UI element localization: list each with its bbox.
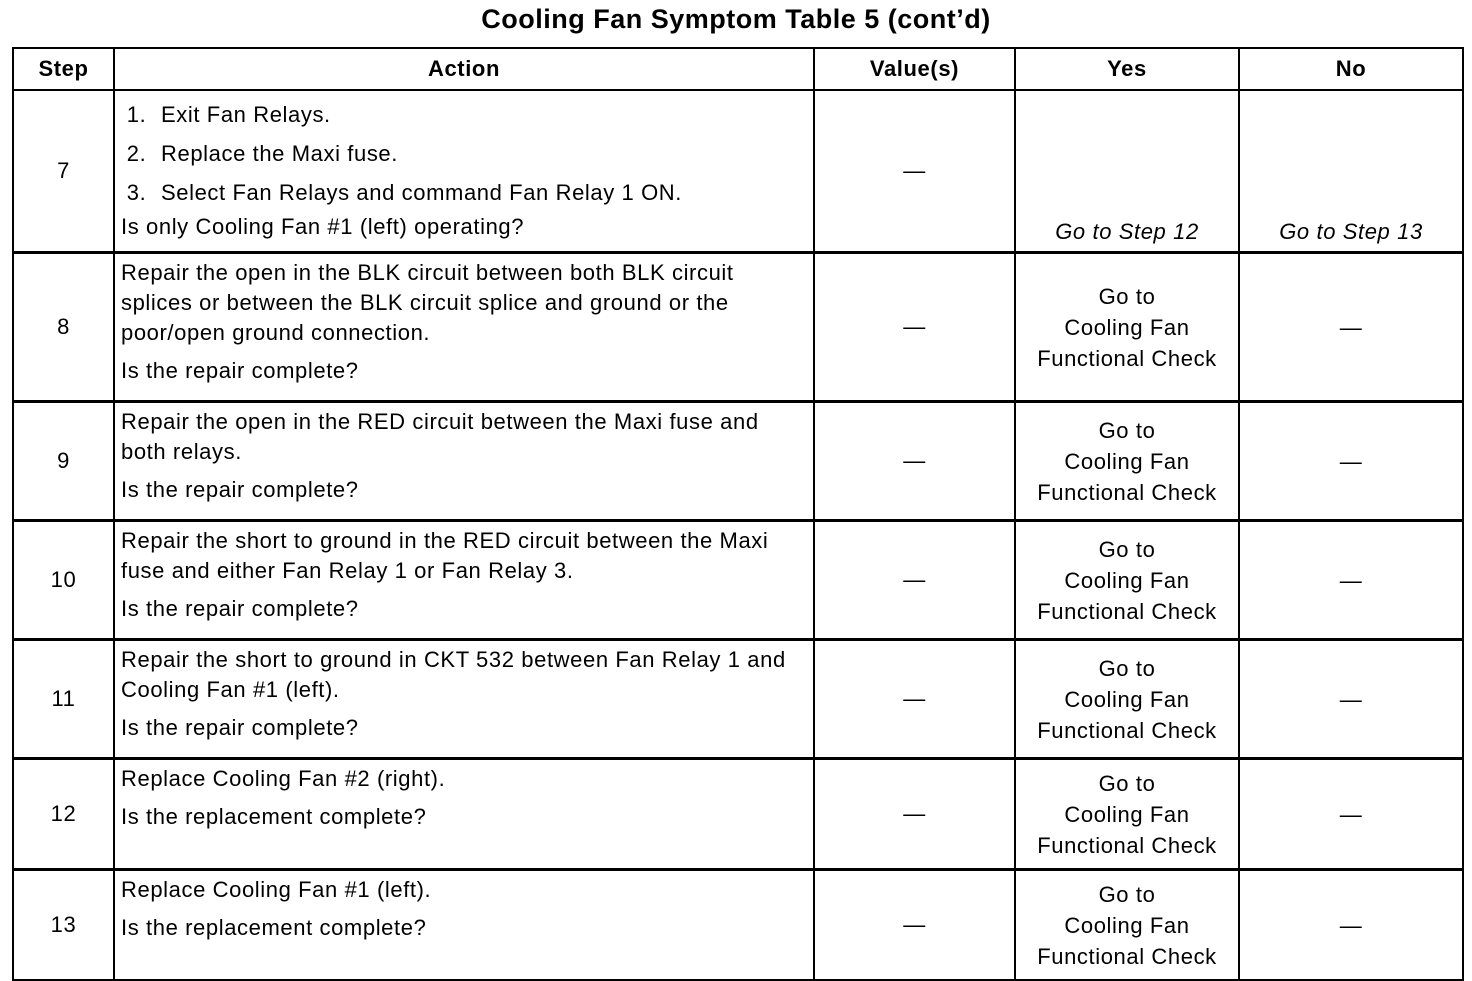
action-question: Is the repair complete?	[121, 596, 359, 621]
action-list-item: 2. Replace the Maxi fuse.	[153, 134, 807, 173]
action-question: Is the replacement complete?	[121, 915, 427, 940]
step-cell: 8	[13, 253, 114, 402]
table-row	[13, 521, 1463, 640]
table-title: Cooling Fan Symptom Table 5 (cont’d)	[481, 4, 991, 34]
yes-line: Cooling Fan	[1064, 912, 1190, 938]
action-cell	[114, 253, 814, 402]
yes-line: Functional Check	[1037, 479, 1217, 505]
yes-line: Functional Check	[1037, 832, 1217, 858]
step-cell: 7	[13, 90, 114, 253]
value-cell: —	[814, 253, 1015, 402]
table-row	[13, 90, 1463, 253]
yes-line: Cooling Fan	[1064, 686, 1190, 712]
table-row	[13, 870, 1463, 981]
action-question: Is the replacement complete?	[121, 804, 427, 829]
no-cell: —	[1239, 640, 1463, 759]
header-no: No	[1239, 48, 1463, 90]
header-action: Action	[114, 48, 814, 90]
action-cell	[114, 640, 814, 759]
yes-cell	[1015, 402, 1239, 521]
no-cell: —	[1239, 759, 1463, 870]
yes-line: Cooling Fan	[1064, 567, 1190, 593]
header-step: Step	[13, 48, 114, 90]
action-question: Is the repair complete?	[121, 477, 359, 502]
action-cell	[114, 90, 814, 253]
table-row	[13, 253, 1463, 402]
table-row	[13, 640, 1463, 759]
yes-line: Functional Check	[1037, 345, 1217, 371]
no-cell: —	[1239, 870, 1463, 981]
yes-line: Functional Check	[1037, 598, 1217, 624]
action-cell	[114, 870, 814, 981]
action-step-list	[121, 95, 807, 212]
yes-cell	[1015, 759, 1239, 870]
action-cell	[114, 521, 814, 640]
value-cell: —	[814, 870, 1015, 981]
value-cell: —	[814, 402, 1015, 521]
action-question: Is the repair complete?	[121, 715, 359, 740]
yes-cell	[1015, 253, 1239, 402]
yes-cell	[1015, 640, 1239, 759]
step-cell: 12	[13, 759, 114, 870]
no-cell: —	[1239, 521, 1463, 640]
yes-line: Go to	[1098, 417, 1156, 443]
table-row	[13, 759, 1463, 870]
header-yes: Yes	[1015, 48, 1239, 90]
action-cell	[114, 402, 814, 521]
yes-line: Cooling Fan	[1064, 314, 1190, 340]
action-cell	[114, 759, 814, 870]
action-list-item: 1. Exit Fan Relays.	[153, 95, 807, 134]
value-cell: —	[814, 640, 1015, 759]
yes-line: Go to	[1098, 881, 1156, 907]
action-text: Replace Cooling Fan #1 (left).	[121, 877, 432, 902]
action-question: Is only Cooling Fan #1 (left) operating?	[121, 214, 525, 239]
table-row	[13, 402, 1463, 521]
step-cell: 11	[13, 640, 114, 759]
yes-line: Cooling Fan	[1064, 801, 1190, 827]
yes-line: Go to	[1098, 283, 1156, 309]
yes-line: Functional Check	[1037, 717, 1217, 743]
action-list-item: 3. Select Fan Relays and command Fan Relay 1 ON.	[153, 173, 807, 212]
no-cell: —	[1239, 253, 1463, 402]
yes-line: Cooling Fan	[1064, 448, 1190, 474]
action-text: Replace Cooling Fan #2 (right).	[121, 766, 446, 791]
yes-line: Go to	[1098, 536, 1156, 562]
action-text: Repair the short to ground in CKT 532 between Fan Relay 1 and Cooling Fan #1 (left).	[121, 647, 786, 702]
header-values: Value(s)	[814, 48, 1015, 90]
action-question: Is the repair complete?	[121, 358, 359, 383]
no-cell: —	[1239, 402, 1463, 521]
symptom-table	[12, 47, 1464, 981]
header-row	[13, 48, 1463, 90]
step-cell: 9	[13, 402, 114, 521]
step-cell: 10	[13, 521, 114, 640]
action-text: Repair the open in the RED circuit between the Maxi fuse and both relays.	[121, 409, 759, 464]
yes-cell	[1015, 870, 1239, 981]
yes-line: Go to	[1098, 655, 1156, 681]
value-cell: —	[814, 90, 1015, 253]
value-cell: —	[814, 759, 1015, 870]
yes-cell	[1015, 521, 1239, 640]
step-cell: 13	[13, 870, 114, 981]
action-text: Repair the short to ground in the RED circuit between the Maxi fuse and either Fan Relay 1 or Fan Relay 3.	[121, 528, 769, 583]
value-cell: —	[814, 521, 1015, 640]
yes-line: Functional Check	[1037, 943, 1217, 969]
no-cell: Go to Step 13	[1239, 90, 1463, 253]
yes-cell: Go to Step 12	[1015, 90, 1239, 253]
action-text: Repair the open in the BLK circuit between both BLK circuit splices or between the BLK circuit splice and ground or the poor/open ground connection.	[121, 260, 734, 345]
yes-line: Go to	[1098, 770, 1156, 796]
